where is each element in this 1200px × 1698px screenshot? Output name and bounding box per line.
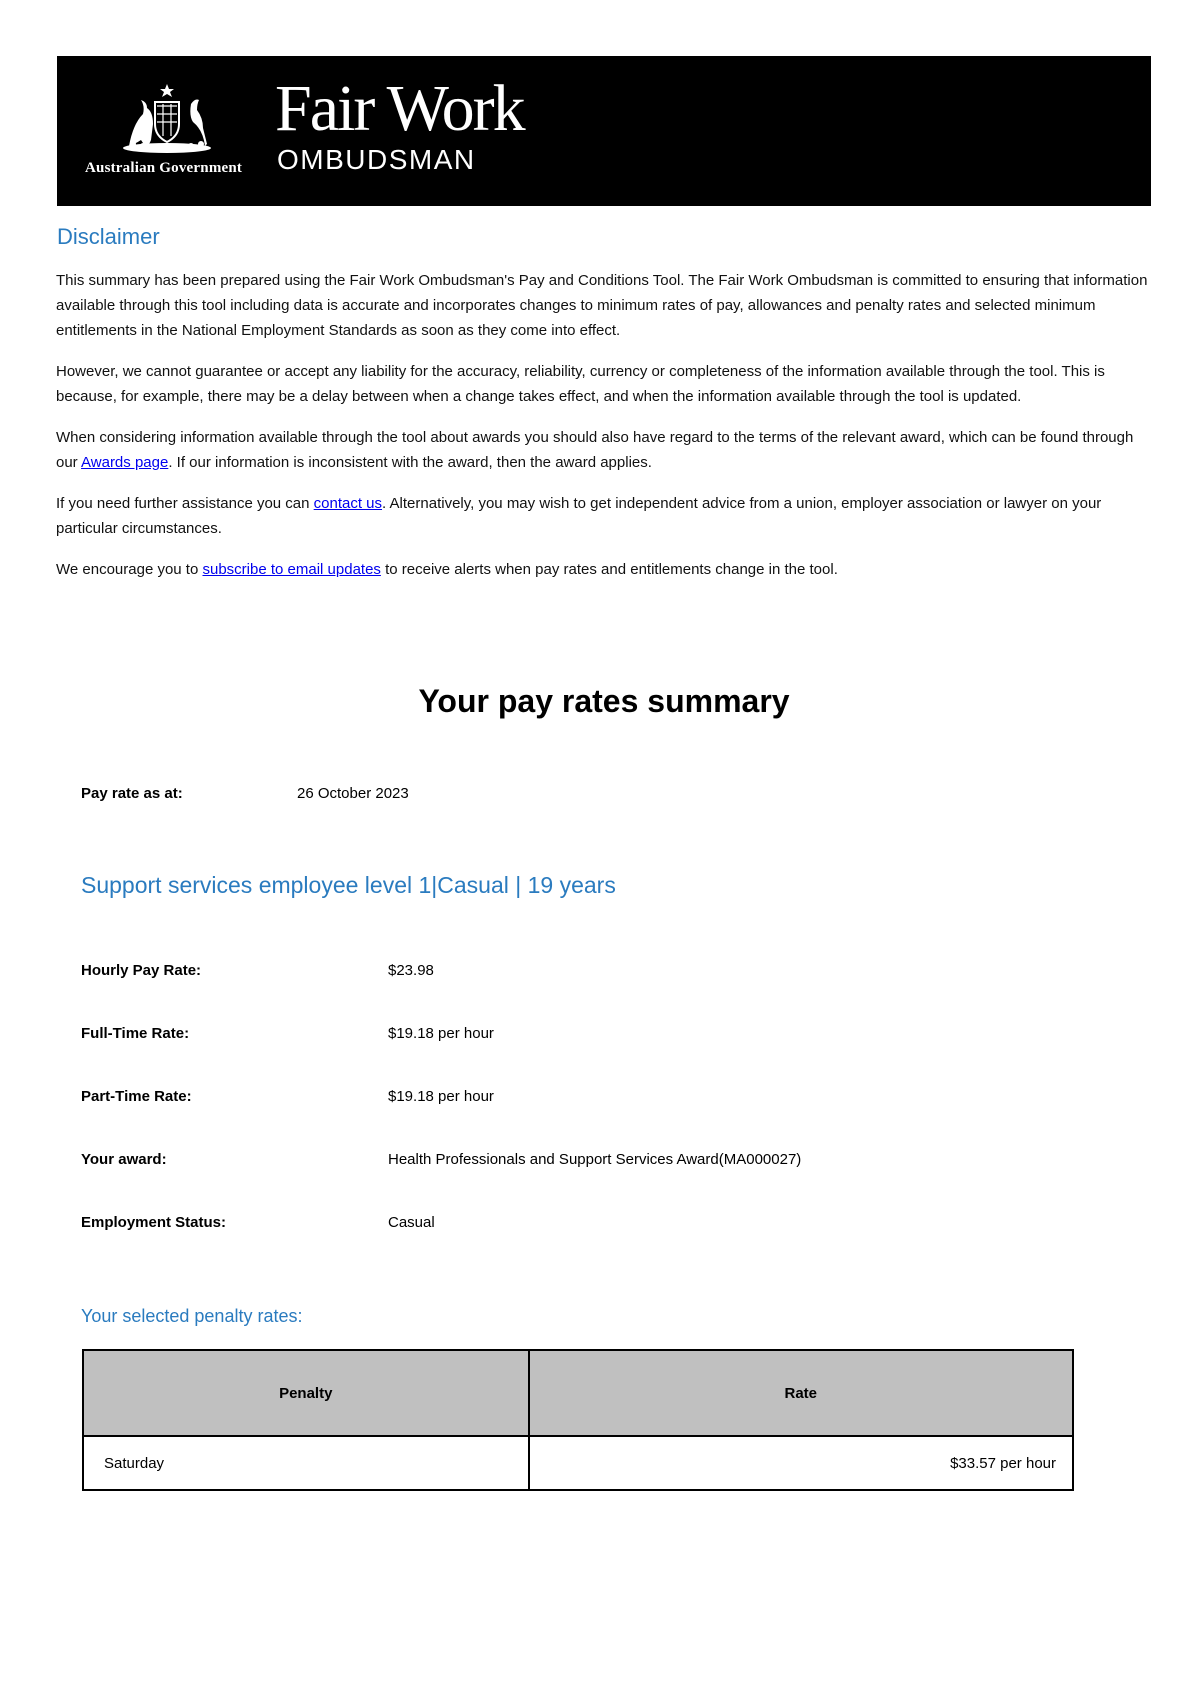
paragraph-text: to receive alerts when pay rates and entitlements change in the tool.	[380, 561, 838, 578]
employment-status-value: Casual	[388, 1214, 435, 1231]
role-title: Support services employee level 1|Casual | 19 years	[81, 872, 616, 898]
paragraph-text: We encourage you to	[56, 561, 203, 578]
pay-rate-as-at-value: 26 October 2023	[297, 785, 409, 802]
rate-cell: $33.57 per hour	[529, 1436, 1074, 1490]
penalty-rates-title: Your selected penalty rates:	[81, 1306, 303, 1326]
pay-rate-as-at-label: Pay rate as at:	[81, 785, 183, 802]
paragraph-text: When considering information available through the tool about awards you should also have regard to the terms of the relevant award, which can be found through our	[56, 429, 1134, 471]
penalty-rates-table	[82, 1349, 1074, 1491]
fair-work-logo-text: Fair Work	[275, 72, 524, 145]
australian-government-label: Australian Government	[85, 160, 243, 176]
full-time-rate-value: $19.18 per hour	[388, 1025, 494, 1042]
awards-page-link[interactable]: Awards page	[81, 454, 169, 471]
full-time-rate-label: Full-Time Rate:	[81, 1025, 190, 1042]
header-banner	[57, 56, 1151, 206]
penalty-cell: Saturday	[83, 1436, 529, 1490]
commonwealth-coat-of-arms-icon	[119, 84, 215, 154]
disclaimer-title: Disclaimer	[57, 224, 160, 249]
disclaimer-paragraph-2: However, we cannot guarantee or accept any liability for the accuracy, reliability, currency or completeness of the information available through the tool. This is because, for example, there may be a delay between when a change takes effect, and when the information available through the tool is updated.	[56, 363, 1105, 405]
disclaimer-paragraph-4	[56, 491, 1150, 541]
disclaimer-paragraph-3	[56, 425, 1150, 475]
award-value: Health Professionals and Support Services Award(MA000027)	[388, 1151, 802, 1168]
pay-rates-summary-title: Your pay rates summary	[418, 683, 790, 719]
column-header-rate: Rate	[529, 1350, 1074, 1436]
table-header-row	[83, 1350, 1073, 1436]
paragraph-text: . If our information is inconsistent with the award, then the award applies.	[168, 454, 652, 471]
part-time-rate-value: $19.18 per hour	[388, 1088, 494, 1105]
column-header-penalty: Penalty	[83, 1350, 529, 1436]
table-row	[83, 1436, 1073, 1490]
paragraph-text: . Alternatively, you may wish to get independent advice from a union, employer association or lawyer on your particular circumstances.	[56, 495, 1102, 537]
disclaimer-paragraph-5	[56, 557, 1150, 582]
subscribe-email-updates-link[interactable]: subscribe to email updates	[202, 561, 381, 578]
ombudsman-logo-text: OMBUDSMAN	[277, 144, 476, 175]
contact-us-link[interactable]: contact us	[313, 495, 383, 512]
disclaimer-text	[56, 268, 1150, 598]
employment-status-label: Employment Status:	[81, 1214, 227, 1231]
disclaimer-paragraph-1: This summary has been prepared using the Fair Work Ombudsman's Pay and Conditions Tool. The Fair Work Ombudsman is committed to ensuring that information available through this tool including data is accurate and incorporates changes to minimum rates of pay, allowances and penalty rates and selected minimum entitlements in the National Employment Standards as soon as they come into effect.	[56, 272, 1148, 339]
hourly-pay-rate-value: $23.98	[388, 962, 434, 979]
paragraph-text: If you need further assistance you can	[56, 495, 314, 512]
part-time-rate-label: Part-Time Rate:	[81, 1088, 192, 1105]
award-label: Your award:	[81, 1151, 167, 1168]
hourly-pay-rate-label: Hourly Pay Rate:	[81, 962, 202, 979]
